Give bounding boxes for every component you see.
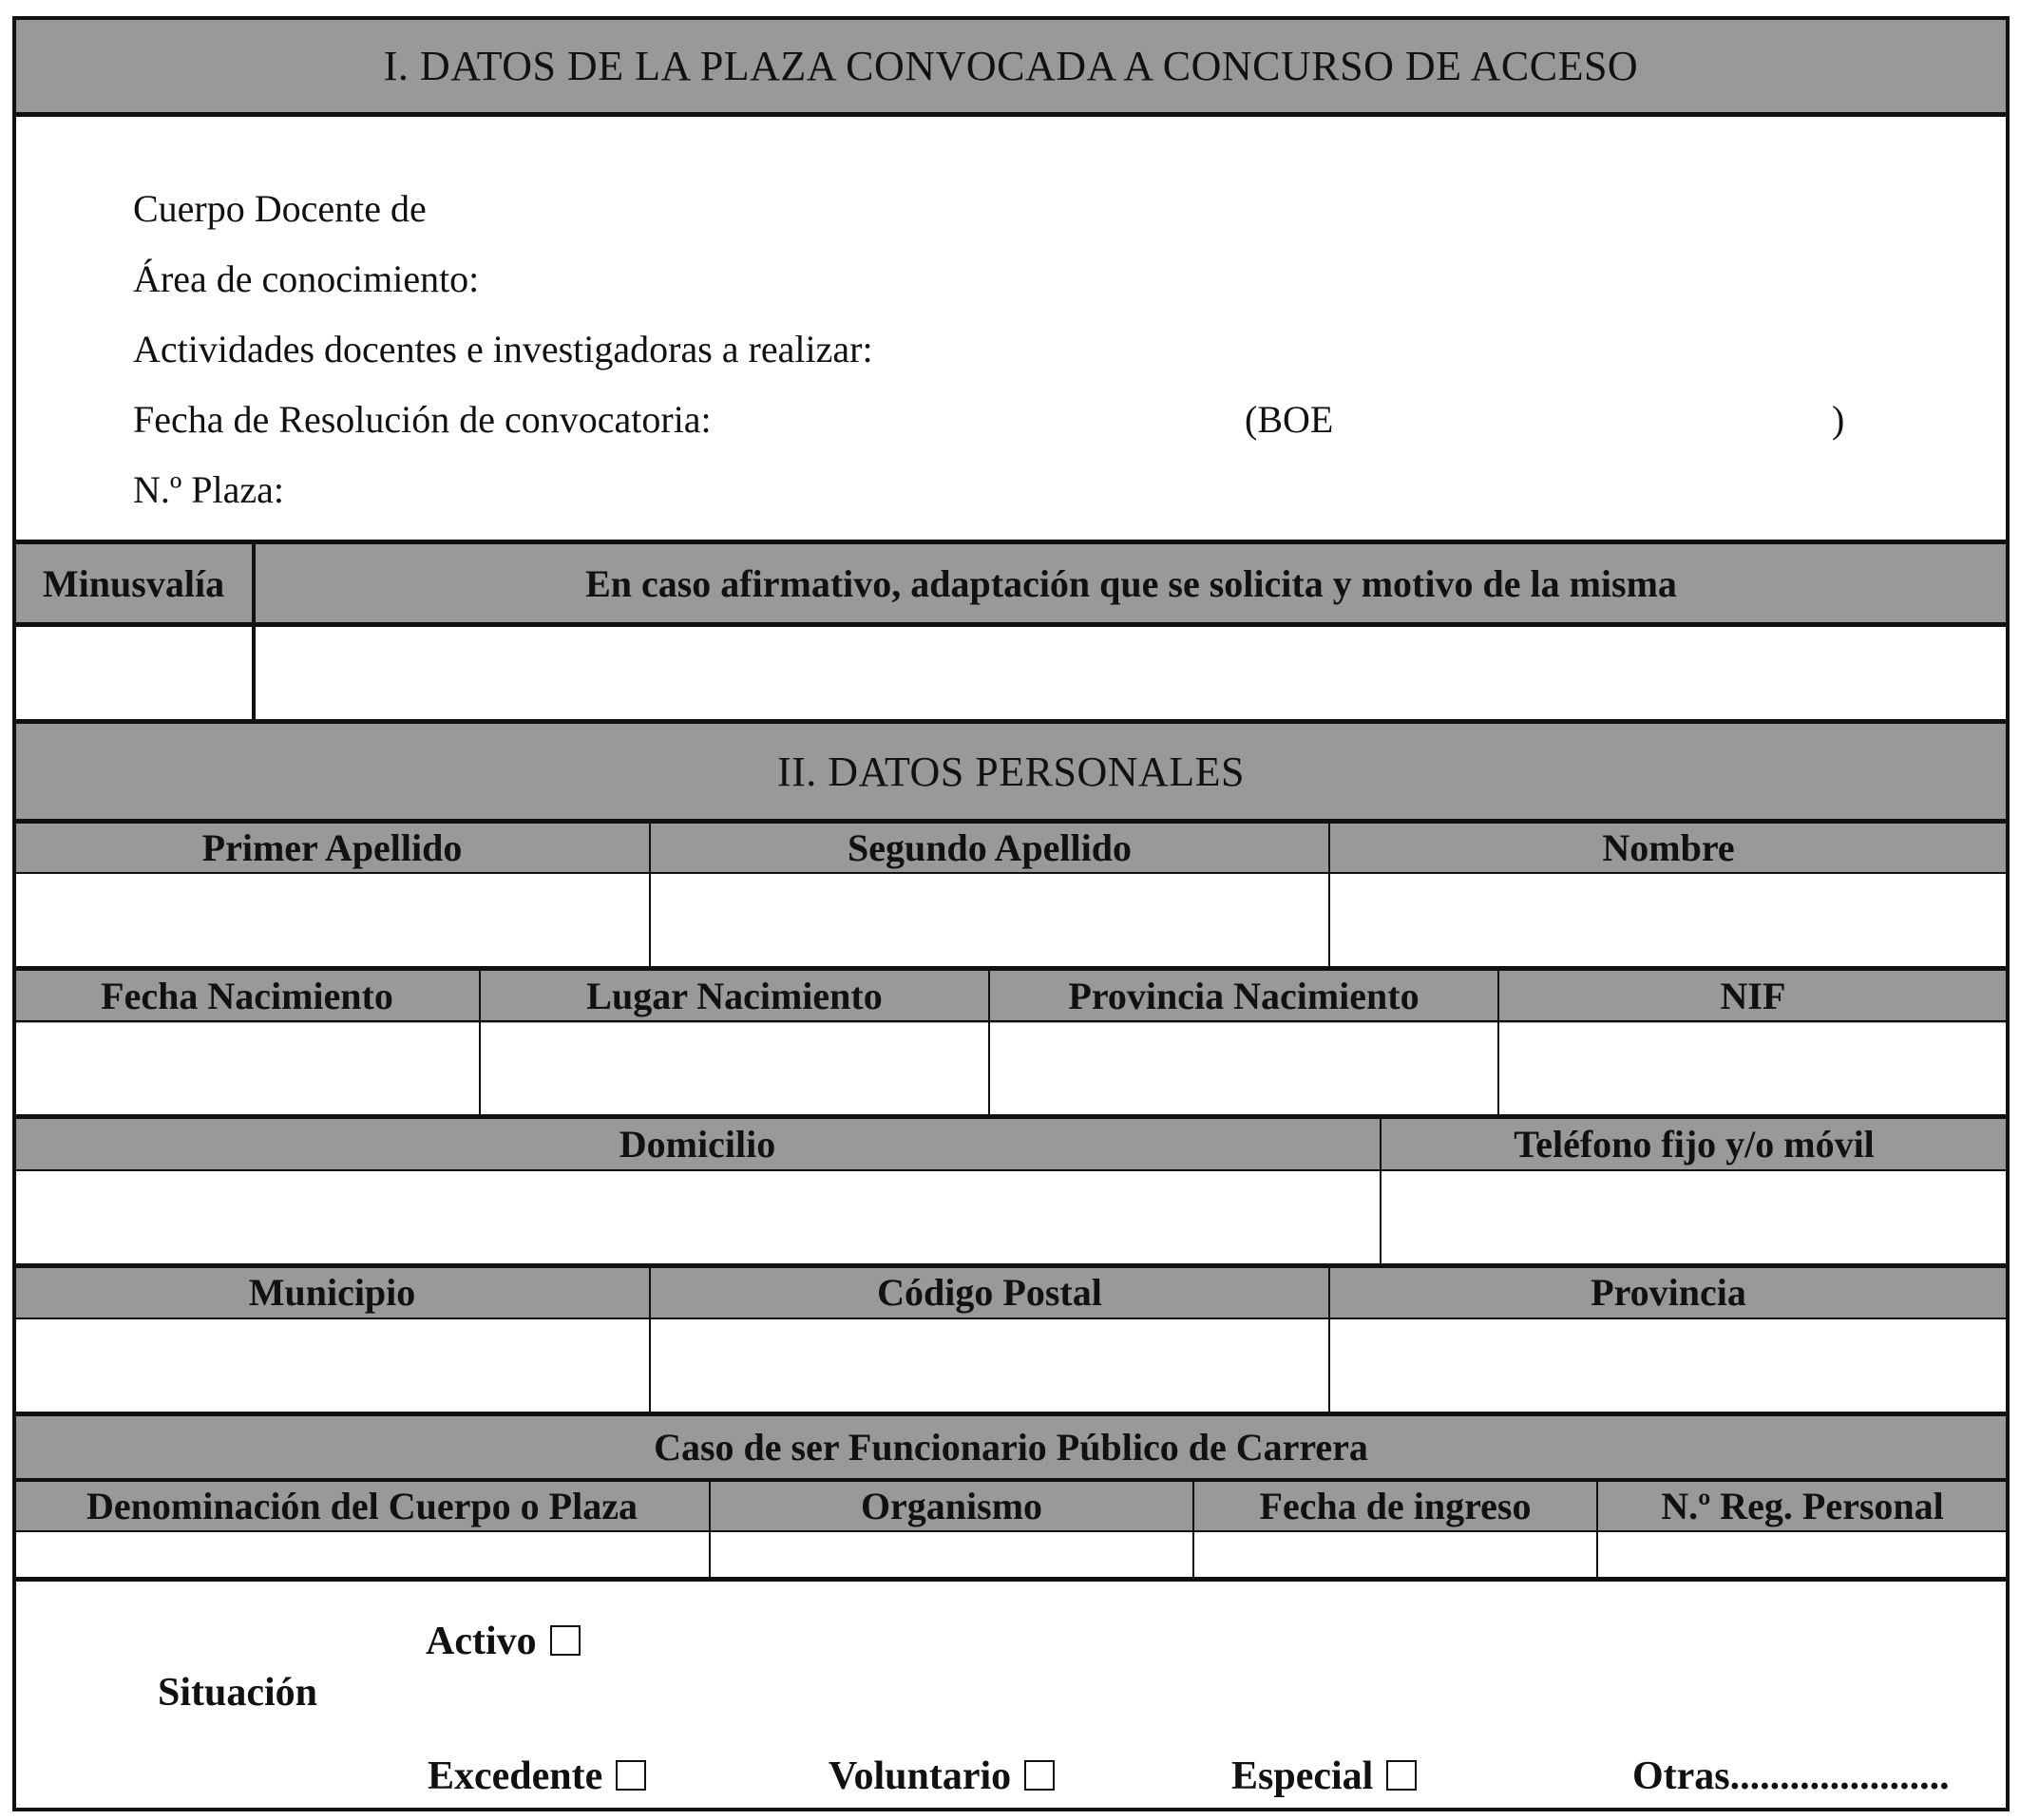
- fecha-nacimiento-input[interactable]: [15, 1022, 479, 1114]
- domicilio-input[interactable]: [15, 1171, 1380, 1263]
- organismo-input[interactable]: [711, 1532, 1192, 1577]
- nif-input[interactable]: [1499, 1022, 2007, 1114]
- funcionario-title: Caso de ser Funcionario Público de Carrera: [654, 1426, 1368, 1469]
- provincia-header: Provincia: [1591, 1271, 1746, 1314]
- activo-label: Activo: [426, 1620, 537, 1663]
- especial-checkbox[interactable]: [1386, 1760, 1417, 1791]
- nombre-input[interactable]: [1330, 874, 2007, 966]
- area-conocimiento-input[interactable]: [532, 253, 1976, 306]
- fecha-ingreso-input[interactable]: [1194, 1532, 1596, 1577]
- especial-option[interactable]: [1231, 1754, 1417, 1799]
- actividades-input[interactable]: [912, 323, 1976, 376]
- adaptacion-header: En caso afirmativo, adaptación que se solicita y motivo de la misma: [585, 561, 1677, 605]
- especial-label: Especial: [1231, 1754, 1374, 1798]
- denominacion-input[interactable]: [15, 1532, 709, 1577]
- excedente-option[interactable]: [428, 1754, 646, 1799]
- voluntario-option[interactable]: [829, 1754, 1055, 1799]
- organismo-header: Organismo: [860, 1485, 1043, 1527]
- minusvalia-header: Minusvalía: [42, 561, 225, 605]
- lugar-nacimiento-input[interactable]: [481, 1022, 988, 1114]
- codigo-postal-input[interactable]: [651, 1319, 1328, 1412]
- minusvalia-input[interactable]: [15, 627, 252, 719]
- provincia-nacimiento-header: Provincia Nacimiento: [1068, 974, 1420, 1017]
- boe-input[interactable]: [1359, 393, 1815, 446]
- nombre-header: Nombre: [1602, 826, 1735, 869]
- lugar-nacimiento-header: Lugar Nacimiento: [586, 974, 883, 1017]
- primer-apellido-header: Primer Apellido: [201, 826, 463, 869]
- reg-personal-header: N.º Reg. Personal: [1661, 1485, 1944, 1527]
- segundo-apellido-input[interactable]: [651, 874, 1328, 966]
- section-1-title: I. DATOS DE LA PLAZA CONVOCADA A CONCURSO DE ACCESO: [383, 42, 1639, 89]
- segundo-apellido-header: Segundo Apellido: [847, 826, 1132, 869]
- reg-personal-input[interactable]: [1598, 1532, 2007, 1577]
- fecha-resolucion-label: Fecha de Resolución de convocatoria:: [133, 398, 712, 441]
- plaza-label: N.º Plaza:: [133, 468, 285, 511]
- telefono-header: Teléfono fijo y/o móvil: [1514, 1123, 1875, 1166]
- boe-open-label: (BOE: [1245, 398, 1334, 441]
- domicilio-header: Domicilio: [619, 1123, 776, 1166]
- excedente-checkbox[interactable]: [616, 1760, 646, 1791]
- activo-option[interactable]: [426, 1619, 581, 1664]
- primer-apellido-input[interactable]: [15, 874, 649, 966]
- codigo-postal-header: Código Postal: [877, 1271, 1102, 1314]
- voluntario-label: Voluntario: [829, 1754, 1012, 1798]
- excedente-label: Excedente: [428, 1754, 603, 1798]
- plaza-input[interactable]: [314, 464, 1976, 517]
- situacion-label: Situación: [158, 1671, 318, 1715]
- boe-close-label: ): [1832, 398, 1845, 441]
- cuerpo-docente-input[interactable]: [494, 182, 1976, 236]
- nif-header: NIF: [1720, 974, 1786, 1017]
- municipio-header: Municipio: [248, 1271, 416, 1314]
- provincia-input[interactable]: [1330, 1319, 2007, 1412]
- activo-checkbox[interactable]: [550, 1625, 581, 1656]
- cuerpo-docente-label: Cuerpo Docente de: [133, 187, 427, 230]
- adaptacion-input[interactable]: [256, 627, 2007, 719]
- section-2-title: II. DATOS PERSONALES: [776, 748, 1246, 795]
- denominacion-header: Denominación del Cuerpo o Plaza: [86, 1485, 638, 1527]
- fecha-nacimiento-header: Fecha Nacimiento: [101, 974, 393, 1017]
- otras-field[interactable]: Otras......................: [1632, 1754, 1950, 1798]
- fecha-ingreso-header: Fecha de ingreso: [1259, 1485, 1532, 1527]
- telefono-input[interactable]: [1382, 1171, 2007, 1263]
- fecha-resolucion-input[interactable]: [760, 393, 1226, 446]
- area-conocimiento-label: Área de conocimiento:: [133, 257, 480, 300]
- provincia-nacimiento-input[interactable]: [990, 1022, 1497, 1114]
- actividades-label: Actividades docentes e investigadoras a realizar:: [133, 328, 873, 370]
- municipio-input[interactable]: [15, 1319, 649, 1412]
- voluntario-checkbox[interactable]: [1024, 1760, 1055, 1791]
